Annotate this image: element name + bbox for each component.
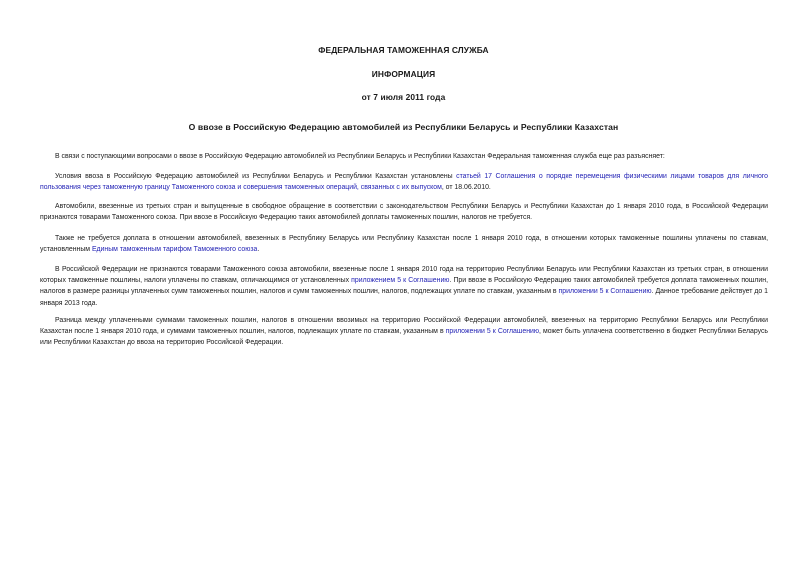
link-unified-customs-tariff[interactable]: Единым таможенным тарифом Таможенного союза: [91, 246, 258, 254]
document-date: от 7 июля 2011 года: [361, 92, 446, 102]
agency-heading: ФЕДЕРАЛЬНАЯ ТАМОЖЕННАЯ СЛУЖБА: [318, 45, 489, 55]
document-type-heading: ИНФОРМАЦИЯ: [371, 69, 436, 79]
link-article-17-agreement[interactable]: статьей 17 Соглашения о порядке перемещения физическими лицами товаров для личного пользования через таможенную границу Таможенного союза и совершения таможенных операций, связанных с их выпуском: [40, 173, 768, 192]
paragraph-intro: В связи с поступающими вопросами о ввозе в Российскую Федерацию автомобилей из Республики Беларусь и Республики Казахстан Федеральная таможенная служба еще раз разъясняет:: [55, 153, 665, 160]
paragraph-text: Разница между уплаченными суммами таможенных пошлин, налогов в отношении ввозимых на территорию Российской Федерации автомобилей, ввезенных на территорию Республики Беларусь или Республики Казахстан после 1 января 2010 года, и суммами таможенных пошлин, налогов, подлежащих уплате по ставкам, указанным в: [40, 317, 768, 336]
paragraph-text: . При ввозе в Российскую Федерацию таких автомобилей требуется доплата таможенных пошлин, налогов в размере разницы уплаченных сумм таможенных пошлин, налогов и сумм таможенных пошлин, налогов, подлежащих уплате по ставкам, указанным в: [40, 277, 769, 296]
paragraph-no-surcharge: [40, 233, 768, 255]
paragraph-third-country-before-2010: Автомобили, ввезенные из третьих стран и выпущенные в свободное обращение в соответствии с законодательством Республики Беларусь и Республики Казахстан до 1 января 2010 года, в Российской Федерации признаются товарами Таможенного союза. При ввозе в Российскую Федерацию таких автомобилей доплаты таможенных пошлин, налогов не требуется.: [40, 203, 768, 222]
paragraph-text: В Российской Федерации не признаются товарами Таможенного союза автомобили, ввезенные после 1 января 2010 года на территорию Республики Беларусь или Республики Казахстан из третьих стран, в отношении которых таможенные пошлины, налоги уплачены по ставкам, отличающимся от установленных: [40, 266, 768, 285]
paragraph-text: , от 18.06.2010.: [441, 184, 491, 192]
paragraph-difference-payment: [40, 315, 768, 349]
paragraph-text: . Данное требование действует до 1 января 2013 года.: [40, 288, 768, 307]
link-annex-5-agreement[interactable]: приложением 5 к Соглашению: [351, 277, 450, 285]
paragraph-conditions: [40, 171, 768, 193]
paragraph-text: Также не требуется доплата в отношении автомобилей, ввезенных в Республику Беларусь или Республику Казахстан после 1 января 2010 года, в отношении которых таможенные пошлины уплачены по ставкам, установленным: [40, 235, 768, 254]
paragraph-text: , может быть уплачена соответственно в бюджет Республики Беларусь или Республики Казахстан до ввоза на территорию Российской Федерации.: [40, 328, 768, 347]
paragraph-text: Условия ввоза в Российскую Федерацию автомобилей из Республики Беларусь и Республики Казахстан установлены: [55, 173, 457, 180]
document-title: О ввозе в Российскую Федерацию автомобилей из Республики Беларусь и Республики Казахстан: [188, 122, 619, 132]
link-annex-5-agreement[interactable]: приложении 5 к Соглашению: [445, 328, 540, 336]
paragraph-not-union-goods: [40, 264, 768, 309]
link-annex-5-agreement[interactable]: приложении 5 к Соглашению: [558, 288, 652, 296]
paragraph-text: .: [257, 246, 260, 254]
